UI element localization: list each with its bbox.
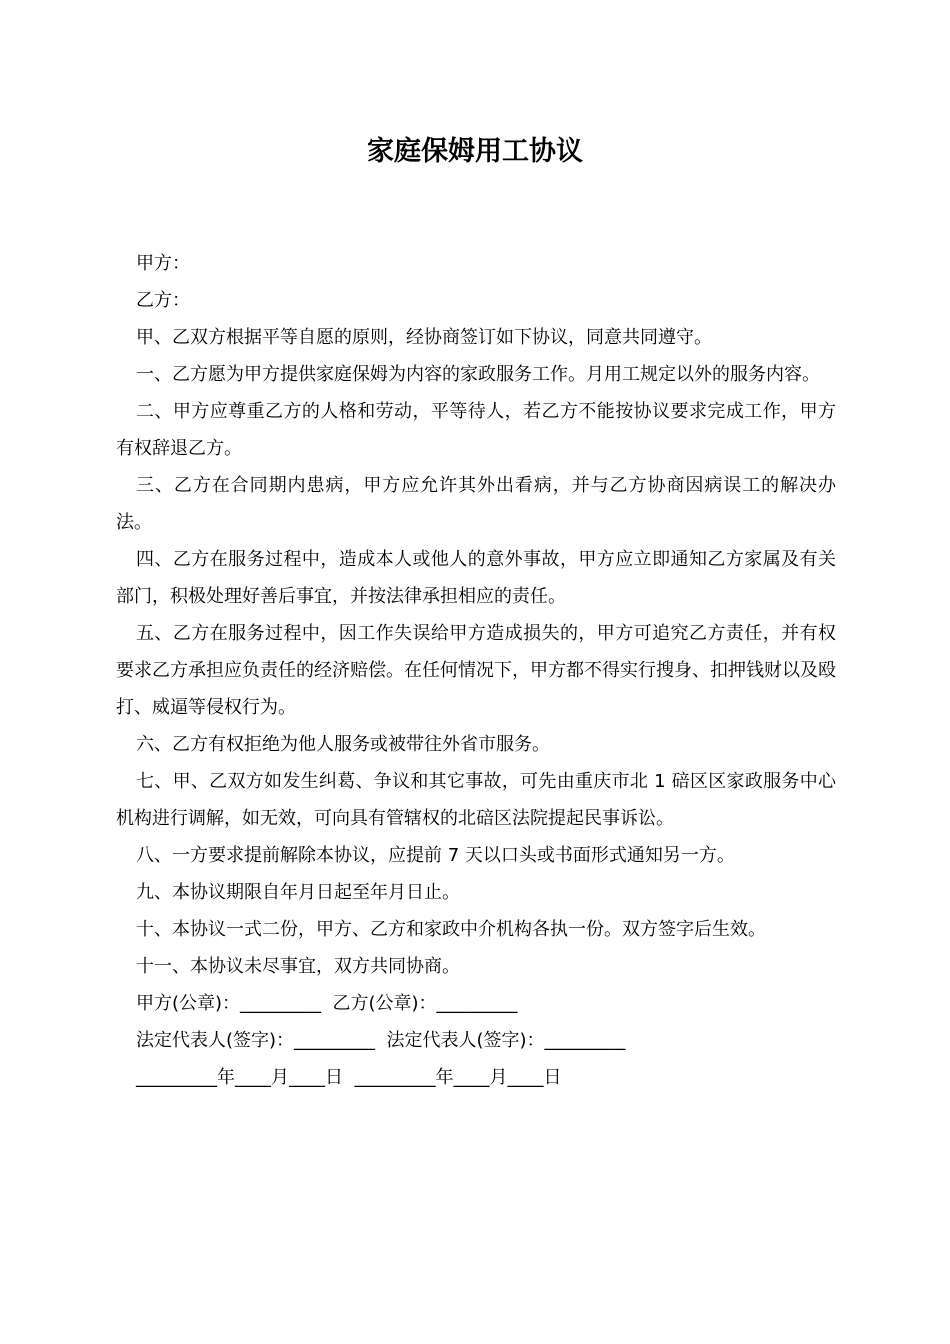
- signature-seal-line: 甲方(公章)：_________ 乙方(公章)：_________: [136, 993, 518, 1014]
- document-title: 家庭保姆用工协议: [367, 136, 583, 167]
- clause-7: 七、甲、乙双方如发生纠葛、争议和其它事故，可先由重庆市北 1 碚区区家政服务中心机构进行调解，如无效，可向具有管辖权的北碚区法院提起民事诉讼。: [116, 771, 836, 829]
- clause-10: 十、本协议一式二份，甲方、乙方和家政中介机构各执一份。双方签字后生效。: [136, 919, 766, 940]
- clause-2: 二、甲方应尊重乙方的人格和劳动，平等待人，若乙方不能按协议要求完成工作，甲方有权辞退乙方。: [116, 401, 836, 459]
- signature-representative-line: 法定代表人(签字)：_________ 法定代表人(签字)：_________: [136, 1030, 626, 1051]
- clause-8: 八、一方要求提前解除本协议，应提前 7 天以口头或书面形式通知另一方。: [136, 845, 735, 866]
- clause-9: 九、本协议期限自年月日起至年月日止。: [136, 882, 460, 903]
- clause-5: 五、乙方在服务过程中，因工作失误给甲方造成损失的，甲方可追究乙方责任，并有权要求乙方承担应负责任的经济赔偿。在任何情况下，甲方都不得实行搜身、扣押钱财以及殴打、威逼等侵权行为。: [116, 623, 836, 718]
- intro-paragraph: 甲、乙双方根据平等自愿的原则，经协商签订如下协议，同意共同遵守。: [136, 327, 712, 348]
- party-b-label: 乙方：: [136, 290, 190, 311]
- clause-1: 一、乙方愿为甲方提供家庭保姆为内容的家政服务工作。月用工规定以外的服务内容。: [136, 364, 820, 385]
- clause-6: 六、乙方有权拒绝为他人服务或被带往外省市服务。: [136, 734, 550, 755]
- clause-3: 三、乙方在合同期内患病，甲方应允许其外出看病，并与乙方协商因病误工的解决办法。: [116, 475, 836, 533]
- party-a-label: 甲方：: [136, 253, 190, 274]
- clause-11: 十一、本协议未尽事宜，双方共同协商。: [136, 956, 460, 977]
- clause-4: 四、乙方在服务过程中，造成本人或他人的意外事故，甲方应立即通知乙方家属及有关部门，积极处理好善后事宜，并按法律承担相应的责任。: [116, 549, 836, 607]
- signature-date-line: _________年____月____日 _________年____月____日: [136, 1067, 562, 1088]
- document-body: [116, 245, 836, 1096]
